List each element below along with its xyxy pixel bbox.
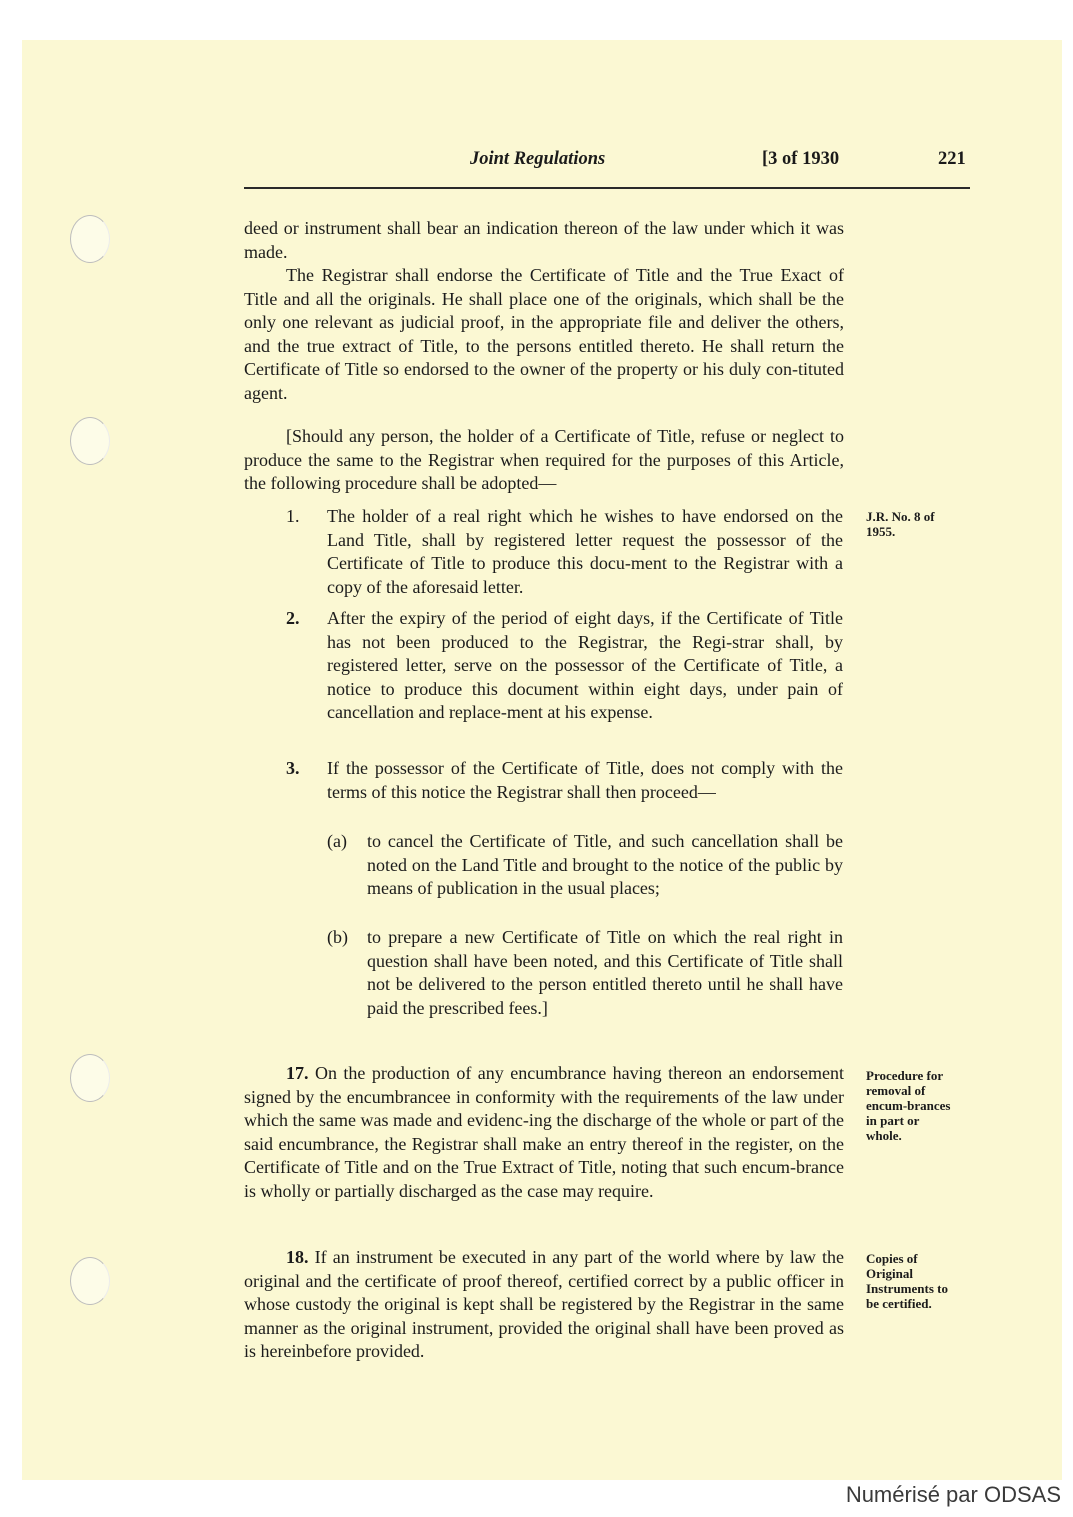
- section-17: [244, 1062, 844, 1203]
- page-number: 221: [938, 149, 966, 169]
- section-number: 18.: [286, 1247, 309, 1267]
- punch-hole: [70, 215, 110, 263]
- margin-note-section-17: Procedure for removal of encum-brances in part or whole.: [866, 1068, 951, 1143]
- margin-note-section-18: Copies of Original Instruments to be certified.: [866, 1251, 948, 1311]
- paragraph-continuation: deed or instrument shall bear an indication thereon of the law under which it was made.: [244, 218, 844, 262]
- subitem-label: (b): [327, 927, 348, 947]
- section-18: [244, 1246, 844, 1364]
- section-text: On the production of any encumbrance having thereon an endorsement signed by the encumbrancee in conformity with the requirements of the law under which the same was made and evidenc-ing the discharge of the whole or part of the said encumbrance, the Registrar shall make an entry thereof in the register, on the Certificate of Title and on the True Extract of Title, noting that such encum-brance is wholly or partially discharged as the case may require.: [244, 1063, 844, 1201]
- item-number: 1.: [286, 506, 300, 526]
- item-number: 2.: [286, 608, 300, 628]
- item-text: After the expiry of the period of eight days, if the Certificate of Title has not been produced to the Registrar, the Regi-strar shall, by registered letter, serve on the possessor of the Certificate of Title, a notice to produce this document within eight days, under pain of cancellation and replace-ment at his expense.: [327, 608, 843, 722]
- paragraph-endorse: The Registrar shall endorse the Certificate of Title and the True Exact of Title and all the originals. He shall place one of the originals, which shall be the only one relevant as judicial proof, in the appropriate file and deliver the others, and the true extract of Title, to the persons entitled thereto. He shall return the Certificate of Title so endorsed to the owner of the property or his duly con-tituted agent.: [244, 265, 844, 403]
- punch-hole: [70, 417, 110, 465]
- running-title: Joint Regulations: [470, 149, 606, 169]
- header-rule: [244, 187, 970, 189]
- section-text: If an instrument be executed in any part of the world where by law the original and the certificate of proof thereof, certified correct by a public officer in whose custody the original is kept shall be registered by the Registrar in the same manner as the original instrument, provided the original shall have been proved as is hereinbefore provided.: [244, 1247, 845, 1361]
- item-text: The holder of a real right which he wishes to have endorsed on the Land Title, shall by registered letter request the possessor of the Certificate of Title to produce this docu-ment to the Registrar with a copy of the aforesaid letter.: [327, 506, 843, 597]
- act-reference: [3 of 1930: [762, 149, 840, 169]
- subitem-text: to prepare a new Certificate of Title on which the real right in question shall have been noted, and this Certificate of Title shall not be delivered to the person entitled thereto until he shall have paid the prescribed fees.]: [367, 927, 843, 1018]
- paragraph-procedure: [Should any person, the holder of a Certificate of Title, refuse or neglect to produce the same to the Registrar when required for the purposes of this Article, the following procedure shall be adopted—: [244, 426, 844, 493]
- margin-note-amendment: J.R. No. 8 of 1955.: [866, 509, 935, 539]
- item-number: 3.: [286, 758, 300, 778]
- subitem-label: (a): [327, 831, 347, 851]
- punch-hole: [70, 1054, 110, 1102]
- punch-hole: [70, 1257, 110, 1305]
- section-number: 17.: [286, 1063, 309, 1083]
- subitem-text: to cancel the Certificate of Title, and such cancellation shall be noted on the Land Title and brought to the notice of the public by means of publication in the usual places;: [367, 831, 843, 898]
- digitization-credit: Numérisé par ODSAS: [845, 1482, 1061, 1507]
- item-text: If the possessor of the Certificate of Title, does not comply with the terms of this notice the Registrar shall then proceed—: [327, 758, 843, 802]
